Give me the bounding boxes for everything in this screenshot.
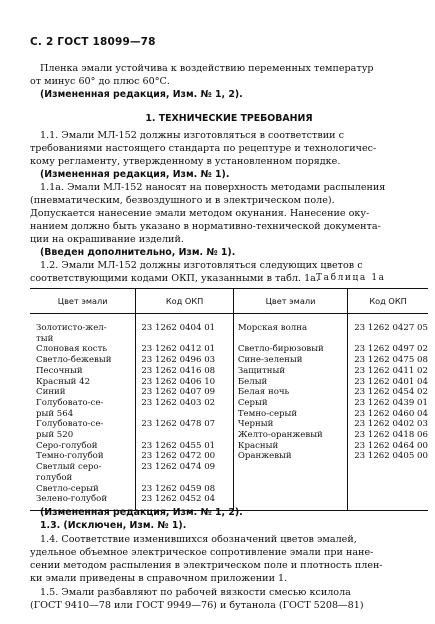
table-row bbox=[30, 344, 428, 355]
table-row bbox=[30, 430, 428, 441]
color-cell: Желто-оранжевый bbox=[233, 430, 347, 441]
color-cell: Золотисто-жел- bbox=[36, 323, 107, 333]
code-cell: 23 1262 0474 09 bbox=[136, 462, 234, 473]
code-cell bbox=[136, 409, 234, 420]
color-cell: Морская волна bbox=[233, 314, 347, 334]
color-cell: Серый bbox=[233, 398, 347, 409]
table-row bbox=[30, 441, 428, 452]
table-row bbox=[30, 387, 428, 398]
color-cell bbox=[233, 462, 347, 473]
code-cell: 23 1262 0412 01 bbox=[136, 344, 234, 355]
code-cell: 23 1262 0402 03 bbox=[354, 419, 428, 430]
para-1-1-line-3: кому регламенту, утвержденному в установленном порядке. bbox=[30, 156, 341, 167]
para-1-2-line-2: соответствующими кодами ОКП, указанными в табл. 1а. bbox=[30, 273, 319, 284]
color-cell: Красный 42 bbox=[36, 376, 91, 387]
table-row bbox=[30, 377, 428, 388]
color-cell: Голубовато-се- bbox=[36, 419, 104, 430]
para-1-1-line-1: 1.1. Эмали МЛ-152 должны изготовляться в соответствии с bbox=[40, 130, 344, 141]
color-cell: Голубовато-се- bbox=[36, 397, 104, 408]
code-cell: 23 1262 0403 02 bbox=[136, 398, 234, 409]
color-cell: Слоновая кость bbox=[36, 344, 108, 355]
code-cell bbox=[136, 473, 234, 484]
color-cell: тый bbox=[36, 333, 54, 344]
table-row bbox=[30, 355, 428, 366]
page-header: С. 2 ГОСТ 18099—78 bbox=[30, 36, 156, 48]
para-1-1a-line-2: (пневматическим, безвоздушного и в электрическом поле). bbox=[30, 195, 335, 206]
code-cell: 23 1262 0497 02 bbox=[354, 344, 428, 355]
edit-note-2: (Измененная редакция, Изм. № 1, 2). bbox=[40, 507, 243, 518]
table-spacer-cell bbox=[348, 505, 428, 511]
code-cell: 23 1262 0460 04 bbox=[354, 408, 428, 419]
color-cell: Светло-серый bbox=[36, 483, 99, 494]
code-cell: 23 1262 0418 06 bbox=[354, 430, 428, 441]
header-code-2: Код ОКП bbox=[348, 289, 428, 314]
color-cell: Серо-голубой bbox=[36, 440, 98, 451]
para-1-4-line-4: ки эмали приведены в справочном приложении 1. bbox=[30, 573, 288, 584]
code-cell: 23 1262 0472 00 bbox=[136, 451, 234, 462]
table-row bbox=[30, 366, 428, 377]
colors-table bbox=[30, 288, 428, 511]
color-cell: Черный bbox=[233, 419, 347, 430]
code-cell: 23 1262 0459 08 bbox=[136, 484, 234, 495]
code-cell: 23 1262 0405 00 bbox=[354, 451, 428, 462]
color-cell: голубой bbox=[36, 472, 73, 483]
code-cell bbox=[348, 334, 428, 345]
color-cell: Оранжевый bbox=[233, 451, 347, 462]
code-cell: 23 1262 0404 01 bbox=[136, 314, 234, 334]
para-1-4-line-3: сении методом распыления в электрическом поле и плотность плен- bbox=[30, 560, 383, 571]
code-cell bbox=[136, 430, 234, 441]
para-1-1a-line-4: нанием должно быть указано в нормативно-технической документа- bbox=[30, 221, 381, 232]
code-cell: 23 1262 0411 02 bbox=[354, 365, 428, 376]
para-1-1a-line-1: 1.1а. Эмали МЛ-152 наносят на поверхность методами распыления bbox=[40, 182, 386, 193]
color-cell: Белый bbox=[233, 377, 347, 388]
para-1-3: 1.3. (Исключен, Изм. № 1). bbox=[40, 520, 187, 531]
edit-note-intro: (Измененная редакция, Изм. № 1, 2). bbox=[40, 89, 243, 100]
para-1-4-line-2: удельное объемное электрическое сопротивление эмали при нане- bbox=[30, 547, 374, 558]
section-title: 1. ТЕХНИЧЕСКИЕ ТРЕБОВАНИЯ bbox=[145, 113, 313, 124]
table-row bbox=[30, 334, 428, 345]
para-1-5-line-2: (ГОСТ 9410—78 или ГОСТ 9949—76) и бутанола (ГОСТ 5208—81) bbox=[30, 600, 364, 611]
code-cell: 23 1262 0455 01 bbox=[136, 441, 234, 452]
color-cell bbox=[233, 484, 347, 495]
code-cell bbox=[348, 473, 428, 484]
code-cell: 23 1262 0439 01 bbox=[354, 397, 428, 408]
color-cell: Зелено-голубой bbox=[36, 494, 108, 505]
table-row bbox=[30, 451, 428, 462]
intro-line-2: от минус 60° до плюс 60°С. bbox=[30, 76, 170, 87]
code-cell: 23 1262 0464 00 bbox=[354, 440, 428, 451]
code-cell: 23 1262 0401 04 bbox=[354, 376, 428, 387]
table-spacer-cell bbox=[233, 505, 347, 511]
table-row bbox=[30, 419, 428, 430]
header-color-1: Цвет эмали bbox=[30, 289, 136, 314]
code-cell: 23 1262 0475 08 bbox=[354, 355, 428, 366]
added-note: (Введен дополнительно, Изм. № 1). bbox=[40, 247, 236, 258]
color-cell bbox=[233, 494, 347, 505]
color-cell: Светлый серо- bbox=[36, 462, 102, 473]
para-1-1a-line-3: Допускается нанесение эмали методом окунания. Нанесение оку- bbox=[30, 208, 370, 219]
code-cell: 23 1262 0427 05 bbox=[354, 323, 428, 333]
color-cell: Светло-бежевый bbox=[36, 355, 112, 366]
para-1-5-line-1: 1.5. Эмали разбавляют по рабочей вязкости смесью ксилола bbox=[40, 587, 351, 598]
color-cell: Песочный bbox=[36, 365, 83, 376]
color-cell bbox=[233, 473, 347, 484]
color-cell bbox=[233, 334, 347, 345]
code-cell bbox=[348, 462, 428, 473]
edit-note-1: (Измененная редакция, Изм. № 1). bbox=[40, 169, 230, 180]
color-cell: Светло-бирюзовый bbox=[233, 344, 347, 355]
code-cell: 23 1262 0452 04 bbox=[136, 494, 234, 505]
table-caption: Таблица 1а bbox=[316, 273, 386, 283]
color-cell: рый 520 bbox=[36, 430, 74, 441]
intro-line-1: Пленка эмали устойчива к воздействию переменных температур bbox=[40, 63, 374, 74]
table-row bbox=[30, 409, 428, 420]
code-cell bbox=[136, 334, 234, 345]
para-1-1a-line-5: ции на окрашивание изделий. bbox=[30, 234, 184, 245]
color-cell: Темно-голубой bbox=[36, 451, 104, 462]
code-cell: 23 1262 0496 03 bbox=[136, 355, 234, 366]
para-1-1-line-2: требованиями настоящего стандарта по рецептуре и технологичес- bbox=[30, 143, 377, 154]
table-row bbox=[30, 398, 428, 409]
color-cell: рый 564 bbox=[36, 408, 74, 419]
header-code-1: Код ОКП bbox=[136, 289, 234, 314]
code-cell: 23 1262 0407 09 bbox=[136, 387, 234, 398]
header-color-2: Цвет эмали bbox=[233, 289, 347, 314]
para-1-4-line-1: 1.4. Соответствие изменившихся обозначений цветов эмалей, bbox=[40, 534, 357, 545]
color-cell: Белая ночь bbox=[233, 387, 347, 398]
color-cell: Защитный bbox=[233, 366, 347, 377]
code-cell: 23 1262 0478 07 bbox=[136, 419, 234, 430]
color-cell: Сине-зеленый bbox=[233, 355, 347, 366]
color-cell: Темно-серый bbox=[233, 409, 347, 420]
table-row bbox=[30, 462, 428, 473]
table-row bbox=[30, 484, 428, 495]
color-cell: Красный bbox=[233, 441, 347, 452]
code-cell: 23 1262 0454 02 bbox=[354, 387, 428, 398]
para-1-2-line-1: 1.2. Эмали МЛ-152 должны изготовляться следующих цветов с bbox=[40, 260, 363, 271]
code-cell bbox=[348, 484, 428, 495]
code-cell: 23 1262 0416 08 bbox=[136, 366, 234, 377]
table-row bbox=[30, 473, 428, 484]
table-row bbox=[30, 494, 428, 505]
table-row bbox=[30, 314, 428, 334]
code-cell: 23 1262 0406 10 bbox=[136, 377, 234, 388]
code-cell bbox=[348, 494, 428, 505]
color-cell: Синий bbox=[36, 387, 66, 398]
